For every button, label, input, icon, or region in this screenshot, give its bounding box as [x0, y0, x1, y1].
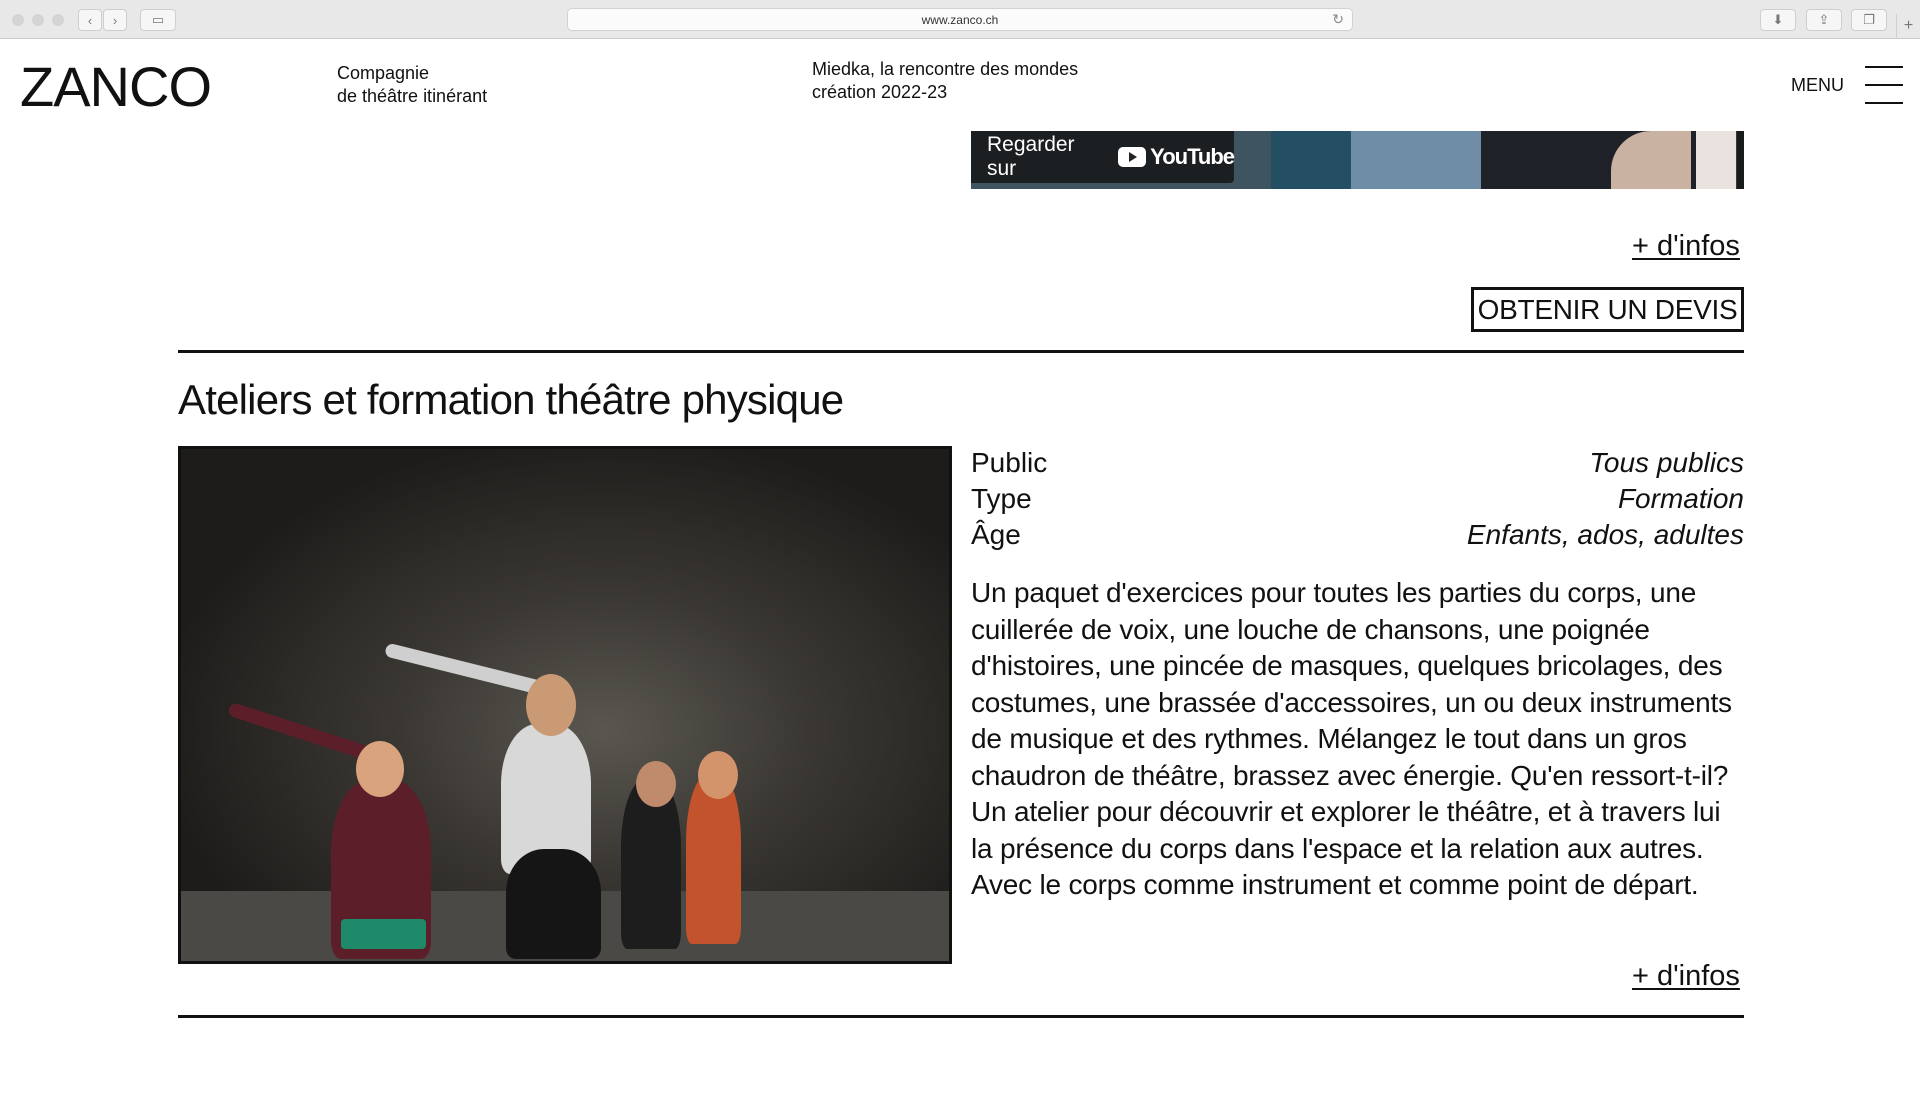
info-label: Public [971, 447, 1048, 478]
play-icon [1118, 147, 1146, 167]
site-logo[interactable]: ZANCO [20, 55, 211, 118]
info-value: Formation [1617, 483, 1744, 514]
youtube-logo [1118, 144, 1234, 170]
url-text: www.zanco.ch [921, 13, 999, 27]
more-info-link[interactable]: + d'infos [1632, 960, 1740, 992]
downloads-button[interactable] [1760, 9, 1796, 31]
info-row-type [971, 483, 1744, 519]
chevron-left-icon: ‹ [87, 12, 93, 28]
tagline-line-1: Compagnie [337, 63, 430, 83]
menu-label[interactable]: MENU [1791, 75, 1844, 95]
section-divider-bottom [178, 1015, 1744, 1018]
tabs-overview-button[interactable] [1851, 9, 1887, 31]
info-value: Tous publics [1589, 447, 1744, 478]
workshop-photo [178, 446, 952, 964]
current-creation-link[interactable] [812, 58, 1078, 104]
watch-on-youtube-button[interactable] [971, 131, 1234, 183]
info-row-age [971, 519, 1744, 555]
share-icon: ⇪ [1818, 12, 1830, 27]
section-title: Ateliers et formation théâtre physique [178, 376, 844, 423]
tagline-line-2: de théâtre itinérant [337, 86, 488, 106]
watch-on-label: Regarder sur [987, 133, 1075, 180]
address-bar[interactable] [567, 8, 1353, 31]
sidebar-toggle-button[interactable] [140, 9, 176, 31]
zoom-window-icon[interactable] [52, 14, 64, 26]
hamburger-menu-icon[interactable] [1865, 66, 1903, 104]
share-button[interactable] [1806, 9, 1842, 31]
browser-toolbar [0, 0, 1920, 39]
forward-button[interactable] [103, 9, 127, 31]
plus-icon: + [1903, 17, 1914, 34]
close-window-icon[interactable] [12, 14, 24, 26]
info-label: Type [971, 483, 1032, 514]
get-quote-button[interactable]: OBTENIR UN DEVIS [1471, 287, 1744, 332]
more-info-link-previous[interactable]: + d'infos [1632, 230, 1740, 262]
minimize-window-icon[interactable] [32, 14, 44, 26]
reload-icon[interactable]: ↻ [1332, 11, 1344, 27]
info-row-public [971, 447, 1744, 483]
video-embed[interactable] [971, 131, 1744, 189]
info-value: Enfants, ados, adultes [1466, 519, 1744, 550]
back-button[interactable] [78, 9, 102, 31]
section-description: Un paquet d'exercices pour toutes les parties du corps, une cuillerée de voix, une louche de chansons, une poignée d'histoires, une pincée de masques, quelques bricolages, des costumes, une brassée d'accessoires, un ou deux instruments de musique et des rythmes. Mélangez le tout dans un gros chaudron de théâtre, brassez avec énergie. Qu'en ressort-t-il? Un atelier pour découvrir et explorer le théâtre, et à travers lui la présence du corps dans l'espace et la relation aux autres. Avec le corps comme instrument et comme point de départ. [971, 577, 1732, 900]
chevron-right-icon: › [112, 12, 118, 28]
site-tagline [337, 62, 487, 108]
tabs-icon: ❐ [1863, 12, 1875, 27]
info-label: Âge [971, 519, 1021, 550]
section-divider [178, 350, 1744, 353]
creation-season: création 2022-23 [812, 82, 948, 102]
sidebar-icon: ▭ [151, 12, 165, 27]
creation-title: Miedka, la rencontre des mondes [812, 59, 1079, 79]
download-icon: ⬇ [1772, 12, 1784, 27]
youtube-wordmark: YouTube [1150, 144, 1234, 169]
new-tab-button[interactable] [1896, 14, 1920, 39]
